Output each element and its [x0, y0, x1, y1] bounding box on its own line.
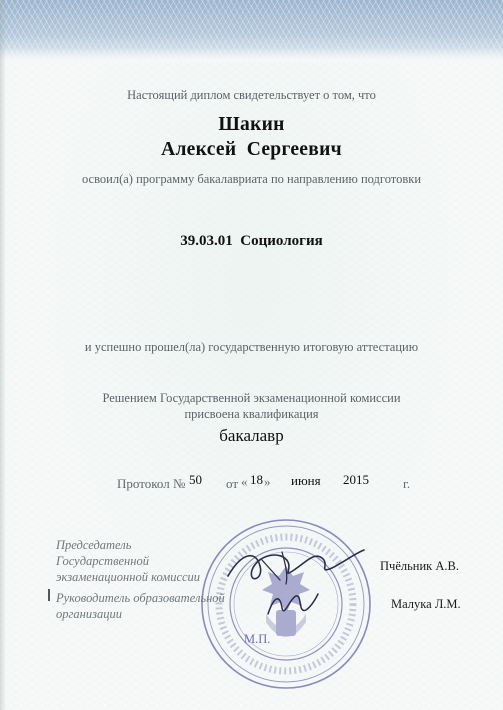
chair-role-line-1: Председатель — [56, 538, 132, 552]
graduate-given-names: Алексей Сергеевич — [161, 139, 342, 160]
protocol-label: Протокол № — [117, 476, 186, 491]
head-role-line-1: Руководитель образовательной — [56, 591, 225, 605]
head-role-line-2: организации — [56, 607, 122, 621]
intro-text: Настоящий диплом свидетельствует о том, что — [127, 88, 376, 102]
attestation-text: и успешно прошел(ла) государственную итоговую аттестацию — [84, 340, 419, 354]
protocol-day: 18 — [250, 472, 263, 487]
program-statement: освоил(а) программу бакалавриата по направлению подготовки — [81, 172, 422, 186]
protocol-number: 50 — [189, 472, 202, 487]
specialty-code: 39.03.01 — [180, 233, 233, 249]
chair-name: Пчёльник А.В. — [380, 559, 459, 573]
seal-place-label: М.П. — [244, 632, 271, 646]
chair-role-line-3: экзаменационной комиссии — [56, 570, 201, 584]
protocol-year-suffix: г. — [403, 476, 411, 491]
chair-signature — [222, 540, 372, 590]
page-edge-shadow — [0, 0, 6, 710]
graduate-surname: Шакин — [218, 114, 285, 135]
protocol-year: 2015 — [343, 472, 369, 487]
margin-mark — [48, 589, 50, 601]
qualification: бакалавр — [219, 426, 284, 445]
decorative-top-band — [0, 0, 503, 62]
specialty-line — [0, 233, 503, 250]
chair-role-line-2: Государственной — [56, 554, 149, 568]
head-signature — [262, 590, 322, 620]
head-name: Малука Л.М. — [391, 597, 461, 611]
protocol-month: июня — [291, 473, 321, 488]
specialty-name: Социология — [240, 233, 323, 249]
decision-line-1: Решением Государственной экзаменационной комиссии — [102, 391, 401, 405]
protocol-quote-close: » — [264, 474, 271, 489]
protocol-from-label: от — [226, 476, 239, 491]
decision-line-2: присвоена квалификация — [184, 407, 319, 421]
protocol-quote-open: « — [241, 474, 248, 489]
